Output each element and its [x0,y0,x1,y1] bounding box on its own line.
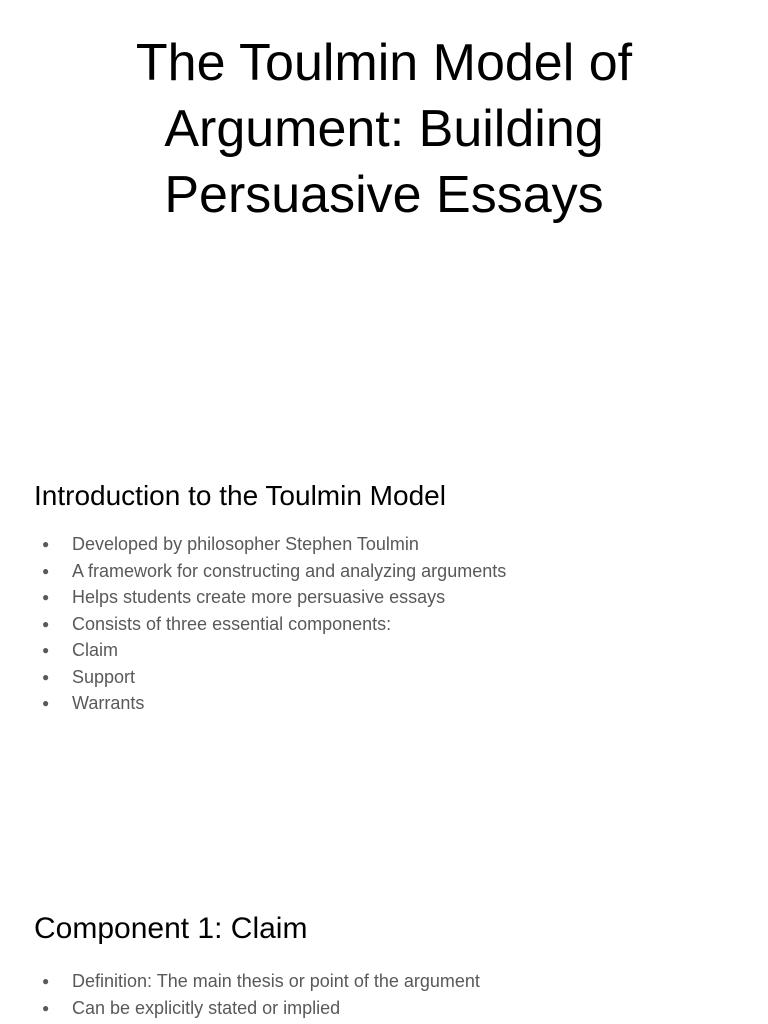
list-item [34,968,734,995]
bullet-icon: ● [42,643,50,657]
bullet-icon: ● [42,616,50,631]
bullet-icon: ● [42,590,50,604]
list-item [34,584,734,611]
list-item-text: Definition: The main thesis or point of the argument [72,971,480,991]
section-heading: Introduction to the Toulmin Model [34,480,446,511]
section-claim [34,910,734,1021]
bullet-icon: ● [42,1000,50,1015]
bullet-list [34,531,734,717]
bullet-icon: ● [42,696,50,710]
list-item [34,637,734,664]
list-item [34,664,734,691]
list-item-text: Developed by philosopher Stephen Toulmin [72,534,419,554]
bullet-icon: ● [42,669,50,684]
list-item-text: Claim [72,640,119,660]
list-item-text: Warrants [72,693,145,713]
list-item-text: A framework for constructing and analyzing arguments [72,560,507,581]
list-item [34,611,734,638]
list-item [34,558,734,585]
section-introduction [34,478,734,717]
bullet-list [34,968,734,1021]
list-item-text: Consists of three essential components: [72,613,392,634]
list-item [34,531,734,558]
list-item-text: Can be explicitly stated or implied [72,997,341,1018]
list-item [34,690,734,717]
section-heading: Component 1: Claim [34,912,308,945]
document-title: The Toulmin Model of Argument: Building Persuasive Essays [135,34,633,224]
bullet-icon: ● [42,974,50,988]
list-item [34,995,734,1022]
bullet-icon: ● [42,537,50,551]
list-item-text: Helps students create more persuasive essays [72,587,446,607]
bullet-icon: ● [42,563,50,578]
list-item-text: Support [72,666,136,687]
